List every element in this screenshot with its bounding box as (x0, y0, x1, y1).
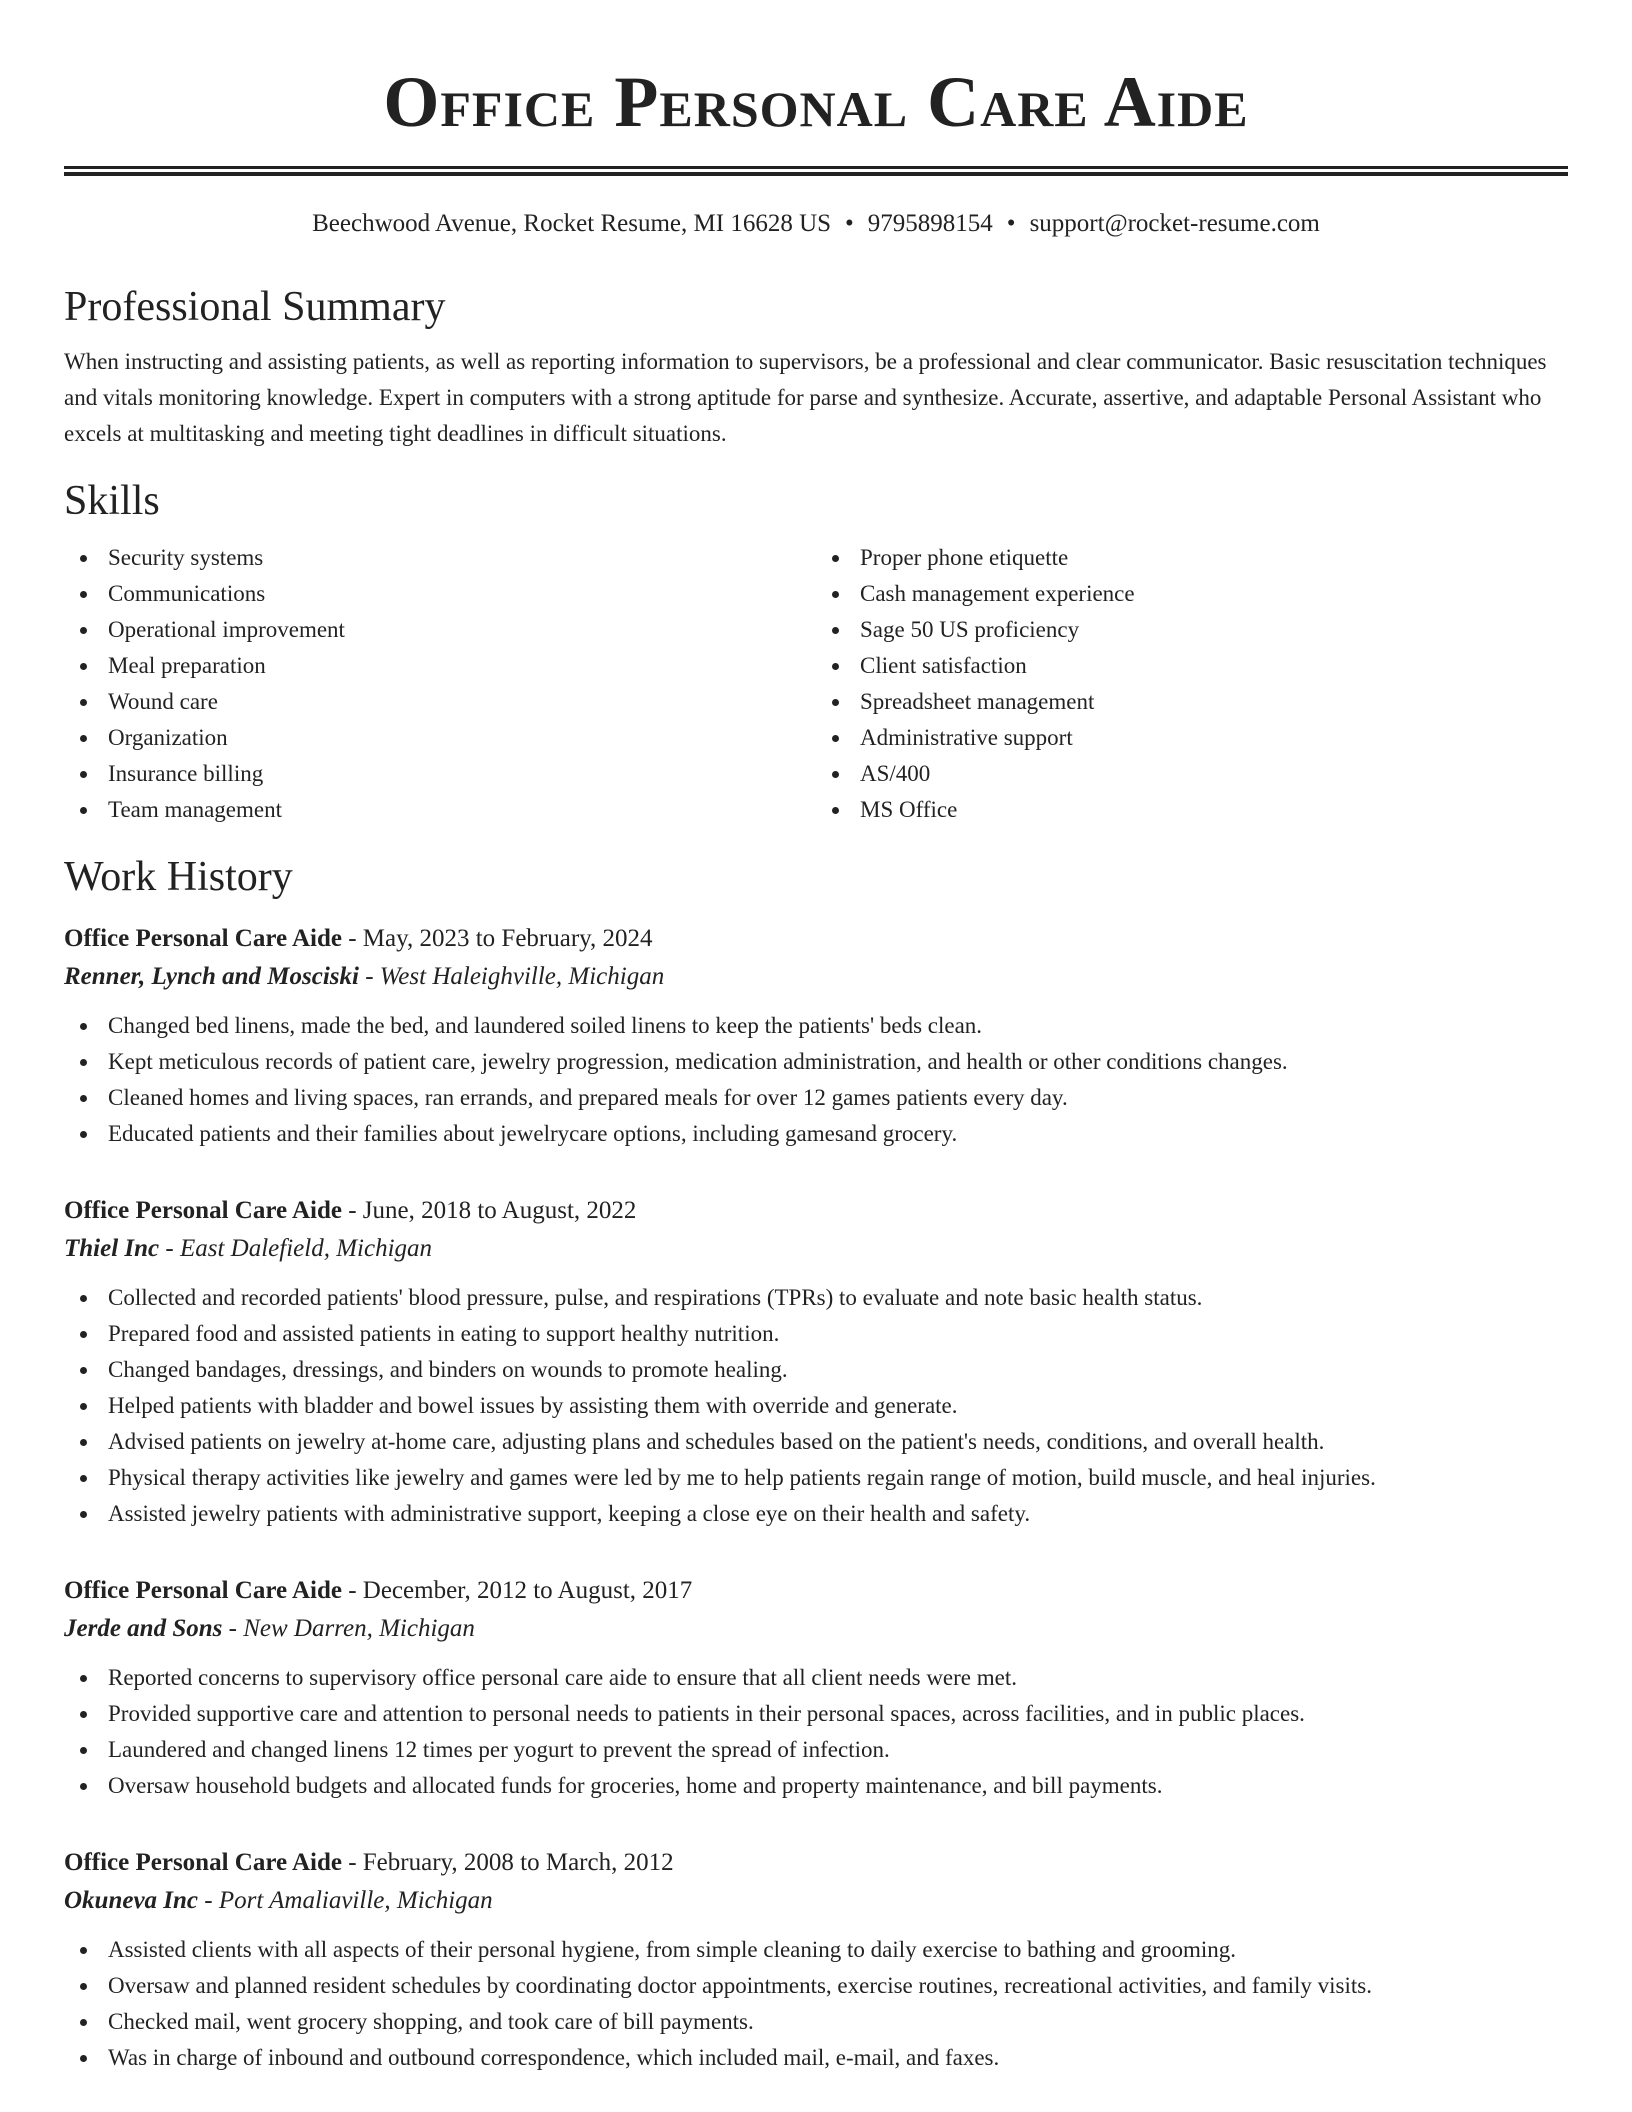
bullet-icon (80, 1783, 87, 1790)
section-title-summary: Professional Summary (64, 284, 446, 330)
bullet-icon (80, 1511, 87, 1518)
bullet-icon (80, 1711, 87, 1718)
skills-list-left (64, 540, 816, 828)
skill-item: Wound care (108, 684, 816, 720)
job-location: - West Haleighville, Michigan (358, 963, 665, 990)
job-role: Office Personal Care Aide (64, 1849, 342, 1876)
bullet-icon (80, 1095, 87, 1102)
bullet-icon (832, 555, 839, 562)
job-duty: Assisted jewelry patients with administrative support, keeping a close eye on their health and safety. (108, 1496, 1568, 1532)
job-duty: Kept meticulous records of patient care, jewelry progression, medication administration, and health or other conditions changes. (108, 1044, 1568, 1080)
skill-item: Communications (108, 576, 816, 612)
skill-item: Meal preparation (108, 648, 816, 684)
contact-separator: • (845, 210, 854, 237)
job-entry (64, 1572, 1568, 1804)
bullet-icon (832, 735, 839, 742)
job-duty: Advised patients on jewelry at-home care, adjusting plans and schedules based on the patient's needs, conditions, and overall health. (108, 1424, 1568, 1460)
bullet-icon (832, 699, 839, 706)
bullet-icon (80, 627, 87, 634)
bullet-icon (80, 1367, 87, 1374)
bullet-icon (80, 1983, 87, 1990)
job-duty: Educated patients and their families about jewelrycare options, including gamesand grocery. (108, 1116, 1568, 1152)
job-title-line (64, 1192, 1568, 1230)
bullet-icon (80, 663, 87, 670)
bullet-icon (80, 1947, 87, 1954)
job-duty: Helped patients with bladder and bowel issues by assisting them with override and generate. (108, 1388, 1568, 1424)
job-entry (64, 1844, 1568, 2076)
job-company-line (64, 958, 1568, 996)
bullet-icon (80, 1475, 87, 1482)
contact-line (64, 208, 1568, 240)
job-title-line (64, 1572, 1568, 1610)
job-duty: Changed bed linens, made the bed, and laundered soiled linens to keep the patients' beds clean. (108, 1008, 1568, 1044)
skill-item: Administrative support (860, 720, 1568, 756)
job-duty: Was in charge of inbound and outbound correspondence, which included mail, e-mail, and faxes. (108, 2040, 1568, 2076)
skills-list-right (816, 540, 1568, 828)
job-duties (64, 1660, 1568, 1804)
bullet-icon (832, 771, 839, 778)
job-entry (64, 1192, 1568, 1532)
job-duties (64, 1932, 1568, 2076)
job-dates: - December, 2012 to August, 2017 (341, 1577, 693, 1604)
skill-item: Client satisfaction (860, 648, 1568, 684)
bullet-icon (832, 663, 839, 670)
job-company-line (64, 1610, 1568, 1648)
job-dates: - February, 2008 to March, 2012 (341, 1849, 674, 1876)
job-dates: - May, 2023 to February, 2024 (341, 925, 653, 952)
bullet-icon (80, 1331, 87, 1338)
section-title-work-history: Work History (64, 854, 293, 900)
skill-item: Organization (108, 720, 816, 756)
skill-item: Cash management experience (860, 576, 1568, 612)
bullet-icon (80, 1295, 87, 1302)
job-duty: Physical therapy activities like jewelry and games were led by me to help patients regain range of motion, build muscle, and heal injuries. (108, 1460, 1568, 1496)
job-duty: Oversaw and planned resident schedules by coordinating doctor appointments, exercise routines, recreational activities, and family visits. (108, 1968, 1568, 2004)
job-duty: Provided supportive care and attention to personal needs to patients in their personal spaces, across facilities, and in public places. (108, 1696, 1568, 1732)
contact-email: support@rocket-resume.com (1029, 210, 1320, 237)
skill-item: Spreadsheet management (860, 684, 1568, 720)
bullet-icon (832, 807, 839, 814)
bullet-icon (80, 1747, 87, 1754)
contact-separator: • (1006, 210, 1016, 237)
job-title-line (64, 1844, 1568, 1882)
job-duty: Cleaned homes and living spaces, ran errands, and prepared meals for over 12 games patients every day. (108, 1080, 1568, 1116)
bullet-icon (832, 591, 839, 598)
skill-item: AS/400 (860, 756, 1568, 792)
job-role: Office Personal Care Aide (64, 1197, 342, 1224)
job-role: Office Personal Care Aide (64, 1577, 342, 1604)
skill-item: Insurance billing (108, 756, 816, 792)
bullet-icon (80, 699, 87, 706)
bullet-icon (80, 1023, 87, 1030)
job-duty: Checked mail, went grocery shopping, and took care of bill payments. (108, 2004, 1568, 2040)
skill-item: Operational improvement (108, 612, 816, 648)
job-company: Okuneva Inc (64, 1887, 199, 1914)
header-divider (64, 166, 1568, 176)
bullet-icon (80, 1059, 87, 1066)
job-company-line (64, 1230, 1568, 1268)
job-location: - New Darren, Michigan (222, 1615, 475, 1642)
summary-text: When instructing and assisting patients, as well as reporting information to supervisors, be a professional and clear communicator. Basic resuscitation techniques and vitals monitoring knowledge. Expert in computers with a strong aptitude for parse and synthesize. Accurate, assertive, and adaptable Personal Assistant who excels at multitasking and meeting tight deadlines in difficult situations. (64, 349, 1547, 446)
job-duty: Reported concerns to supervisory office personal care aide to ensure that all client needs were met. (108, 1660, 1568, 1696)
job-company: Jerde and Sons (64, 1615, 223, 1642)
bullet-icon (80, 2055, 87, 2062)
job-company: Renner, Lynch and Mosciski (64, 963, 359, 990)
bullet-icon (832, 627, 839, 634)
job-duty: Assisted clients with all aspects of their personal hygiene, from simple cleaning to daily exercise to bathing and grooming. (108, 1932, 1568, 1968)
skill-item: MS Office (860, 792, 1568, 828)
job-company-line (64, 1882, 1568, 1920)
job-location: - East Dalefield, Michigan (159, 1235, 433, 1262)
job-role: Office Personal Care Aide (64, 925, 342, 952)
section-title-skills: Skills (64, 478, 160, 524)
skill-item: Team management (108, 792, 816, 828)
job-duty: Collected and recorded patients' blood pressure, pulse, and respirations (TPRs) to evaluate and note basic health status. (108, 1280, 1568, 1316)
bullet-icon (80, 1131, 87, 1138)
resume-name: Office Personal Care Aide (383, 62, 1249, 142)
job-duties (64, 1280, 1568, 1532)
skills-columns (64, 540, 1568, 828)
contact-phone: 9795898154 (867, 210, 993, 237)
bullet-icon (80, 1675, 87, 1682)
bullet-icon (80, 2019, 87, 2026)
job-duty: Prepared food and assisted patients in eating to support healthy nutrition. (108, 1316, 1568, 1352)
skill-item: Sage 50 US proficiency (860, 612, 1568, 648)
contact-address: Beechwood Avenue, Rocket Resume, MI 16628 US (312, 210, 832, 237)
job-duty: Changed bandages, dressings, and binders on wounds to promote healing. (108, 1352, 1568, 1388)
job-duty: Oversaw household budgets and allocated funds for groceries, home and property maintenance, and bill payments. (108, 1768, 1568, 1804)
bullet-icon (80, 807, 87, 814)
bullet-icon (80, 1439, 87, 1446)
job-duty: Laundered and changed linens 12 times per yogurt to prevent the spread of infection. (108, 1732, 1568, 1768)
job-location: - Port Amaliaville, Michigan (198, 1887, 493, 1914)
job-title-line (64, 920, 1568, 958)
skill-item: Security systems (108, 540, 816, 576)
bullet-icon (80, 591, 87, 598)
bullet-icon (80, 771, 87, 778)
skill-item: Proper phone etiquette (860, 540, 1568, 576)
job-dates: - June, 2018 to August, 2022 (341, 1197, 637, 1224)
job-duties (64, 1008, 1568, 1152)
job-entry (64, 920, 1568, 1152)
bullet-icon (80, 735, 87, 742)
bullet-icon (80, 555, 87, 562)
job-company: Thiel Inc (64, 1235, 160, 1262)
bullet-icon (80, 1403, 87, 1410)
